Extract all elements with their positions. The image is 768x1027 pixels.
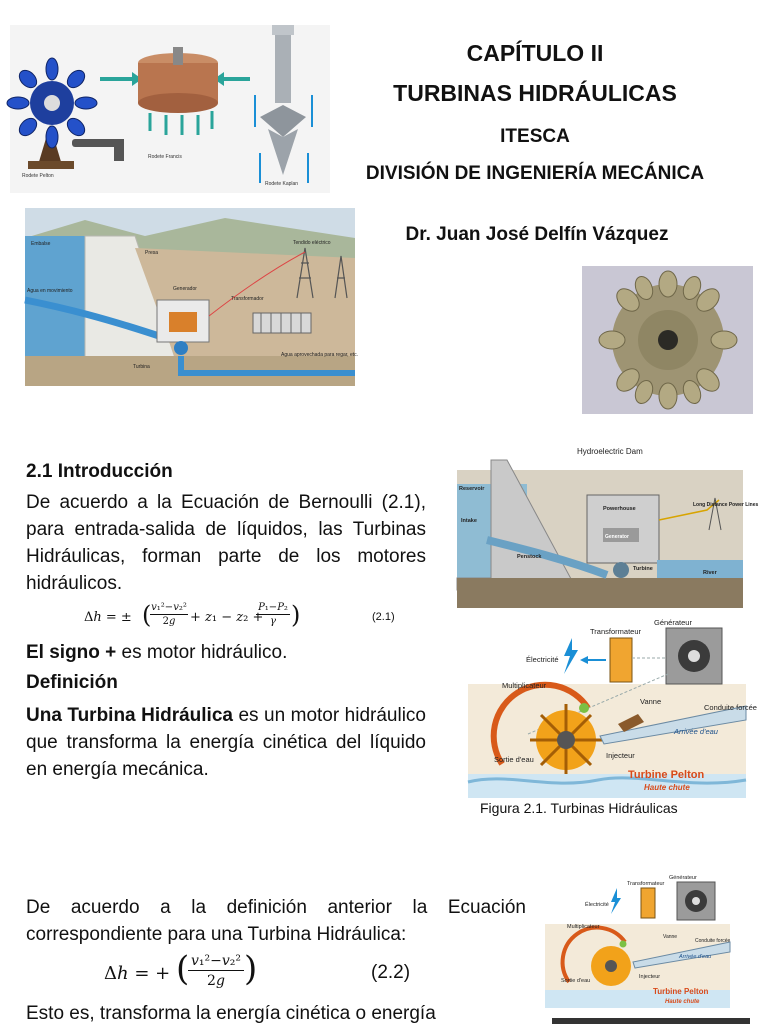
conduite-small-label: Conduite forcée: [695, 938, 731, 944]
electricite-label: Électricité: [526, 655, 559, 664]
river-label: River: [703, 570, 717, 576]
embalse-label: Embalse: [31, 241, 51, 247]
injecteur-small-label: Injecteur: [639, 974, 661, 980]
sign-statement-rest: es motor hidráulico.: [116, 642, 288, 663]
powerhouse-label: Powerhouse: [603, 506, 636, 512]
injecteur-label: Injecteur: [606, 751, 635, 760]
hydroelectric-dam-title: Hydroelectric Dam: [577, 447, 643, 456]
division-label: DIVISIÓN DE INGENIERÍA MECÁNICA: [365, 163, 705, 184]
figure-caption: Figura 2.1. Turbinas Hidráulicas: [480, 800, 678, 816]
third-paragraph: Esto es, transforma la energía cinética o energía: [26, 1003, 436, 1024]
sortie-label: Sortie d'eau: [494, 755, 534, 764]
turbina-label: Turbina: [133, 364, 150, 370]
institution-label: ITESCA: [500, 126, 570, 147]
definition-paragraph: [26, 702, 426, 783]
page-title: TURBINAS HIDRÁULICAS: [393, 80, 677, 106]
generateur-label: Générateur: [654, 618, 692, 627]
turbine-pelton-small-name: Turbine Pelton: [653, 987, 709, 996]
hydro-plant-spanish-figure: [25, 208, 358, 386]
turbine-label: Turbine: [633, 566, 653, 572]
transformateur-label: Transformateur: [590, 627, 641, 636]
arrivee-label: Arrivée d'eau: [674, 727, 718, 736]
pelton-wheel-photo: [582, 266, 753, 414]
definition-term: Una Turbina Hidráulica: [26, 705, 233, 726]
turbine-pelton-figure: [468, 614, 757, 798]
intro-paragraph: De acuerdo a la Ecuación de Bernoulli (2.1), para entrada-salida de líquidos, las Turbinas Hidráulicas, forman parte de los motores hidráulicos.: [26, 492, 426, 594]
equation-2-1: Δh = ± ( v₁²−v₂² 2g + z₁ − z₂ + P₁−P₂ γ ): [84, 601, 301, 629]
generateur-small-label: Générateur: [669, 875, 697, 881]
bottom-photo-strip: [552, 1018, 750, 1024]
rodete-kaplan-label: Rodete Kaplan: [265, 181, 299, 187]
chapter-label: CAPÍTULO II: [466, 40, 604, 66]
equation-2-2-number: (2.2): [371, 962, 411, 983]
author-label: Dr. Juan José Delfín Vázquez: [405, 224, 669, 245]
power-lines-label: Long Distance Power Lines: [693, 502, 759, 508]
definition-text: es un motor hidráulico que transforma la energía cinética del líquido en energía mecánica.: [26, 705, 426, 780]
penstock-label: Penstock: [517, 554, 542, 560]
equation-2-1-number: (2.1): [372, 611, 395, 623]
kaplan-runner-illustration: [255, 25, 312, 183]
haute-chute-label: Haute chute: [644, 783, 690, 792]
definition-heading: Definición: [26, 672, 118, 693]
electricite-small-label: Électricité: [585, 902, 609, 908]
sign-statement: [26, 639, 287, 666]
hydroelectric-dam-figure: [457, 440, 759, 608]
turbine-runners-figure: [10, 25, 330, 193]
equation-2-2: Δh = + ( v₁²−v₂² 2g ): [104, 949, 258, 989]
agua-aprovechada-label: Agua aprovechada para regar, etc.: [281, 352, 358, 358]
rodete-pelton-label: Rodete Pelton: [22, 173, 54, 179]
tendido-label: Tendido eléctrico: [293, 240, 331, 246]
sign-statement-bold: El signo +: [26, 642, 117, 663]
generator-label: Generator: [605, 534, 629, 540]
vanne-label: Vanne: [640, 697, 662, 706]
presa-label: Presa: [145, 250, 159, 256]
generador-label: Generador: [173, 286, 197, 292]
agua-movimiento-label: Agua en movimiento: [27, 288, 73, 294]
transformateur-small-label: Transformateur: [627, 881, 665, 887]
turbine-pelton-small-figure: [545, 870, 730, 1008]
second-paragraph: De acuerdo a la definición anterior la Ecuación correspondiente para una Turbina Hidráulica:: [26, 897, 526, 945]
rodete-francis-label: Rodete Francis: [148, 154, 182, 160]
conduite-label: Conduite forcée: [704, 703, 757, 712]
multiplicateur-label: Multiplicateur: [502, 681, 547, 690]
haute-chute-small-label: Haute chute: [665, 999, 700, 1005]
arrivee-small-label: Arrivée d'eau: [679, 954, 712, 960]
transformador-label: Transformador: [231, 296, 264, 302]
section-heading: 2.1 Introducción: [26, 461, 173, 482]
intake-label: Intake: [461, 518, 477, 524]
vanne-small-label: Vanne: [663, 934, 678, 940]
francis-runner-illustration: [138, 47, 218, 135]
multiplicateur-small-label: Multiplicateur: [567, 924, 600, 930]
pelton-wheel-illustration: [7, 58, 124, 169]
sortie-small-label: Sortie d'eau: [561, 978, 591, 984]
reservoir-label: Reservoir: [459, 486, 485, 492]
turbine-pelton-name: Turbine Pelton: [628, 769, 705, 781]
